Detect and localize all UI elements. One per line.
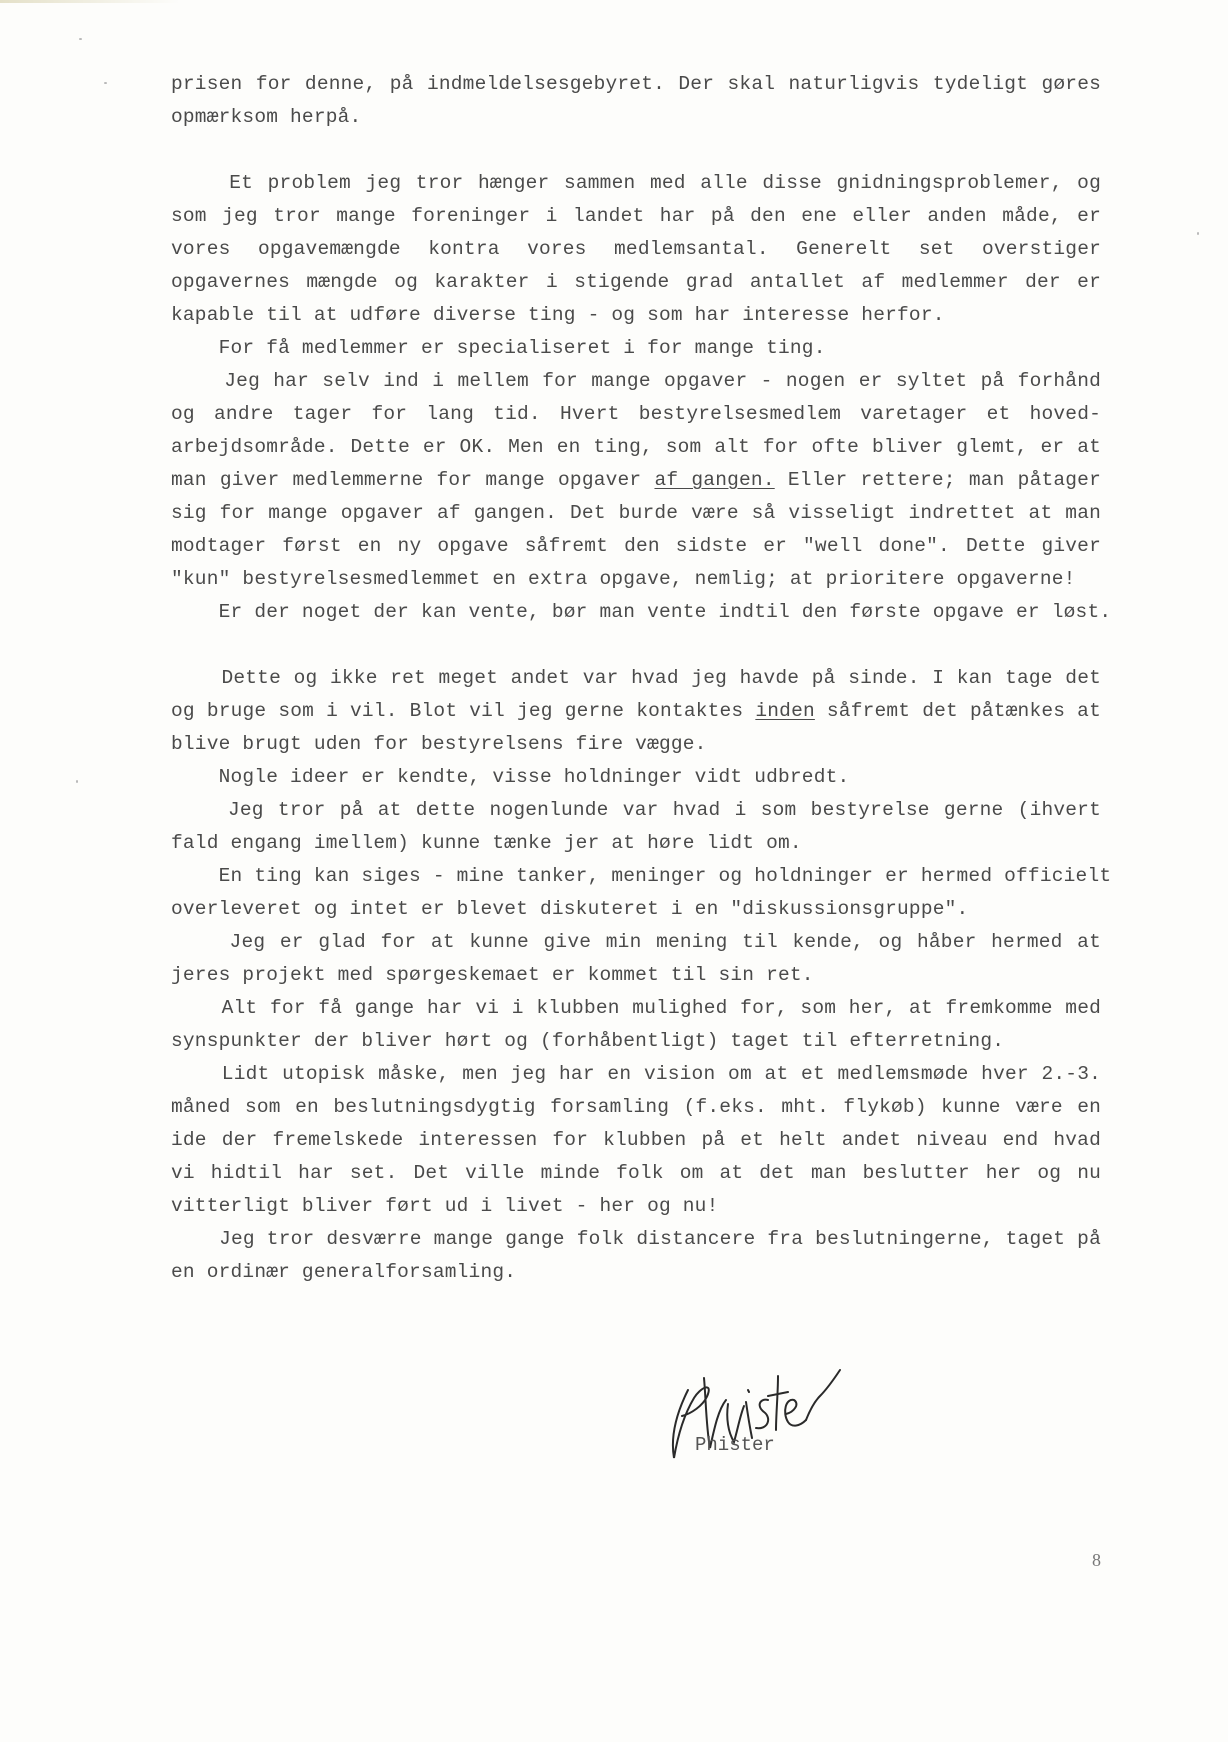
text-line: vores opgavemængde kontra vores medlemsantal. Generelt set overstiger xyxy=(171,238,1101,260)
text-line: prisen for denne, på indmeldelsesgebyret. Der skal naturligvis tydeligt gøres xyxy=(171,73,1101,95)
paper-speck xyxy=(76,780,78,783)
text-segment: man giver medlemmerne for mange opgaver xyxy=(171,469,655,491)
text-line: ide der fremelskede interessen for klubben på et helt andet niveau end hvad xyxy=(171,1129,1101,1151)
paper-speck xyxy=(1197,232,1199,235)
text-line: "kun" bestyrelsesmedlemmet en extra opgave, nemlig; at prioritere opgaverne! xyxy=(171,568,1076,590)
underlined-text: inden xyxy=(755,700,815,722)
text-line: Jeg er glad for at kunne give min mening til kende, og håber hermed at xyxy=(171,931,1101,953)
text-line: fald engang imellem) kunne tænke jer at høre lidt om. xyxy=(171,832,802,854)
paragraph-gap xyxy=(171,134,1101,167)
text-line: Jeg har selv ind i mellem for mange opgaver - nogen er syltet på forhånd xyxy=(171,370,1101,392)
text-line: Lidt utopisk måske, men jeg har en vision om at et medlemsmøde hver 2.-3. xyxy=(171,1063,1101,1085)
text-line: overleveret og intet er blevet diskuteret i en "diskussionsgruppe". xyxy=(171,898,969,920)
text-line: vi hidtil har set. Det ville minde folk om at det man beslutter her og nu xyxy=(171,1162,1101,1184)
text-line: Et problem jeg tror hænger sammen med alle disse gnidningsproblemer, og xyxy=(171,172,1101,194)
signer-name: Phister xyxy=(695,1434,775,1456)
text-segment: og bruge som i vil. Blot vil jeg gerne kontaktes xyxy=(171,700,756,722)
text-line: måned som en beslutningsdygtig forsamling (f.eks. mht. flykøb) kunne være en xyxy=(171,1096,1101,1118)
text-line: vitterligt bliver ført ud i livet - her og nu! xyxy=(171,1195,719,1217)
text-segment: Eller rettere; man påtager xyxy=(774,469,1101,491)
paper-speck xyxy=(104,82,107,84)
letter-body xyxy=(171,68,1112,1289)
text-segment: såfremt det påtænkes at xyxy=(814,700,1101,722)
text-line xyxy=(171,695,1101,728)
text-line: som jeg tror mange foreninger i landet har på den ene eller anden måde, er xyxy=(171,205,1101,227)
text-line: Er der noget der kan vente, bør man vente indtil den første opgave er løst. xyxy=(171,601,1112,623)
text-line: Nogle ideer er kendte, visse holdninger vidt udbredt. xyxy=(171,766,850,788)
text-line xyxy=(171,464,1101,497)
page-edge-mark xyxy=(0,0,180,3)
text-line: Jeg tror på at dette nogenlunde var hvad i som bestyrelse gerne (ihvert xyxy=(171,799,1101,821)
text-line: opgavernes mængde og karakter i stigende grad antallet af medlemmer der er xyxy=(171,271,1101,293)
text-line: Jeg tror desværre mange gange folk distancere fra beslutningerne, taget på xyxy=(171,1228,1101,1250)
text-line: En ting kan siges - mine tanker, meninger og holdninger er hermed officielt xyxy=(171,865,1112,887)
paper-speck xyxy=(79,38,82,40)
text-line: modtager først en ny opgave såfremt den sidste er "well done". Dette giver xyxy=(171,535,1101,557)
text-line: og andre tager for lang tid. Hvert bestyrelsesmedlem varetager et hoved- xyxy=(171,403,1101,425)
text-line: opmærksom herpå. xyxy=(171,106,362,128)
text-line: synspunkter der bliver hørt og (forhåbentligt) taget til efterretning. xyxy=(171,1030,1005,1052)
paragraph-gap xyxy=(171,629,1101,662)
text-line: kapable til at udføre diverse ting - og som har interesse herfor. xyxy=(171,304,945,326)
page-number: 8 xyxy=(1092,1550,1101,1570)
underlined-text: af gangen. xyxy=(654,469,775,491)
text-line: sig for mange opgaver af gangen. Det burde være så visseligt indrettet at man xyxy=(171,502,1101,524)
text-line: Alt for få gange har vi i klubben mulighed for, som her, at fremkomme med xyxy=(171,997,1101,1019)
text-line: en ordinær generalforsamling. xyxy=(171,1261,517,1283)
text-line: jeres projekt med spørgeskemaet er kommet til sin ret. xyxy=(171,964,814,986)
text-line: For få medlemmer er specialiseret i for mange ting. xyxy=(171,337,826,359)
text-line: Dette og ikke ret meget andet var hvad jeg havde på sinde. I kan tage det xyxy=(171,667,1101,689)
text-line: blive brugt uden for bestyrelsens fire vægge. xyxy=(171,733,707,755)
text-line: arbejdsområde. Dette er OK. Men en ting, som alt for ofte bliver glemt, er at xyxy=(171,436,1101,458)
